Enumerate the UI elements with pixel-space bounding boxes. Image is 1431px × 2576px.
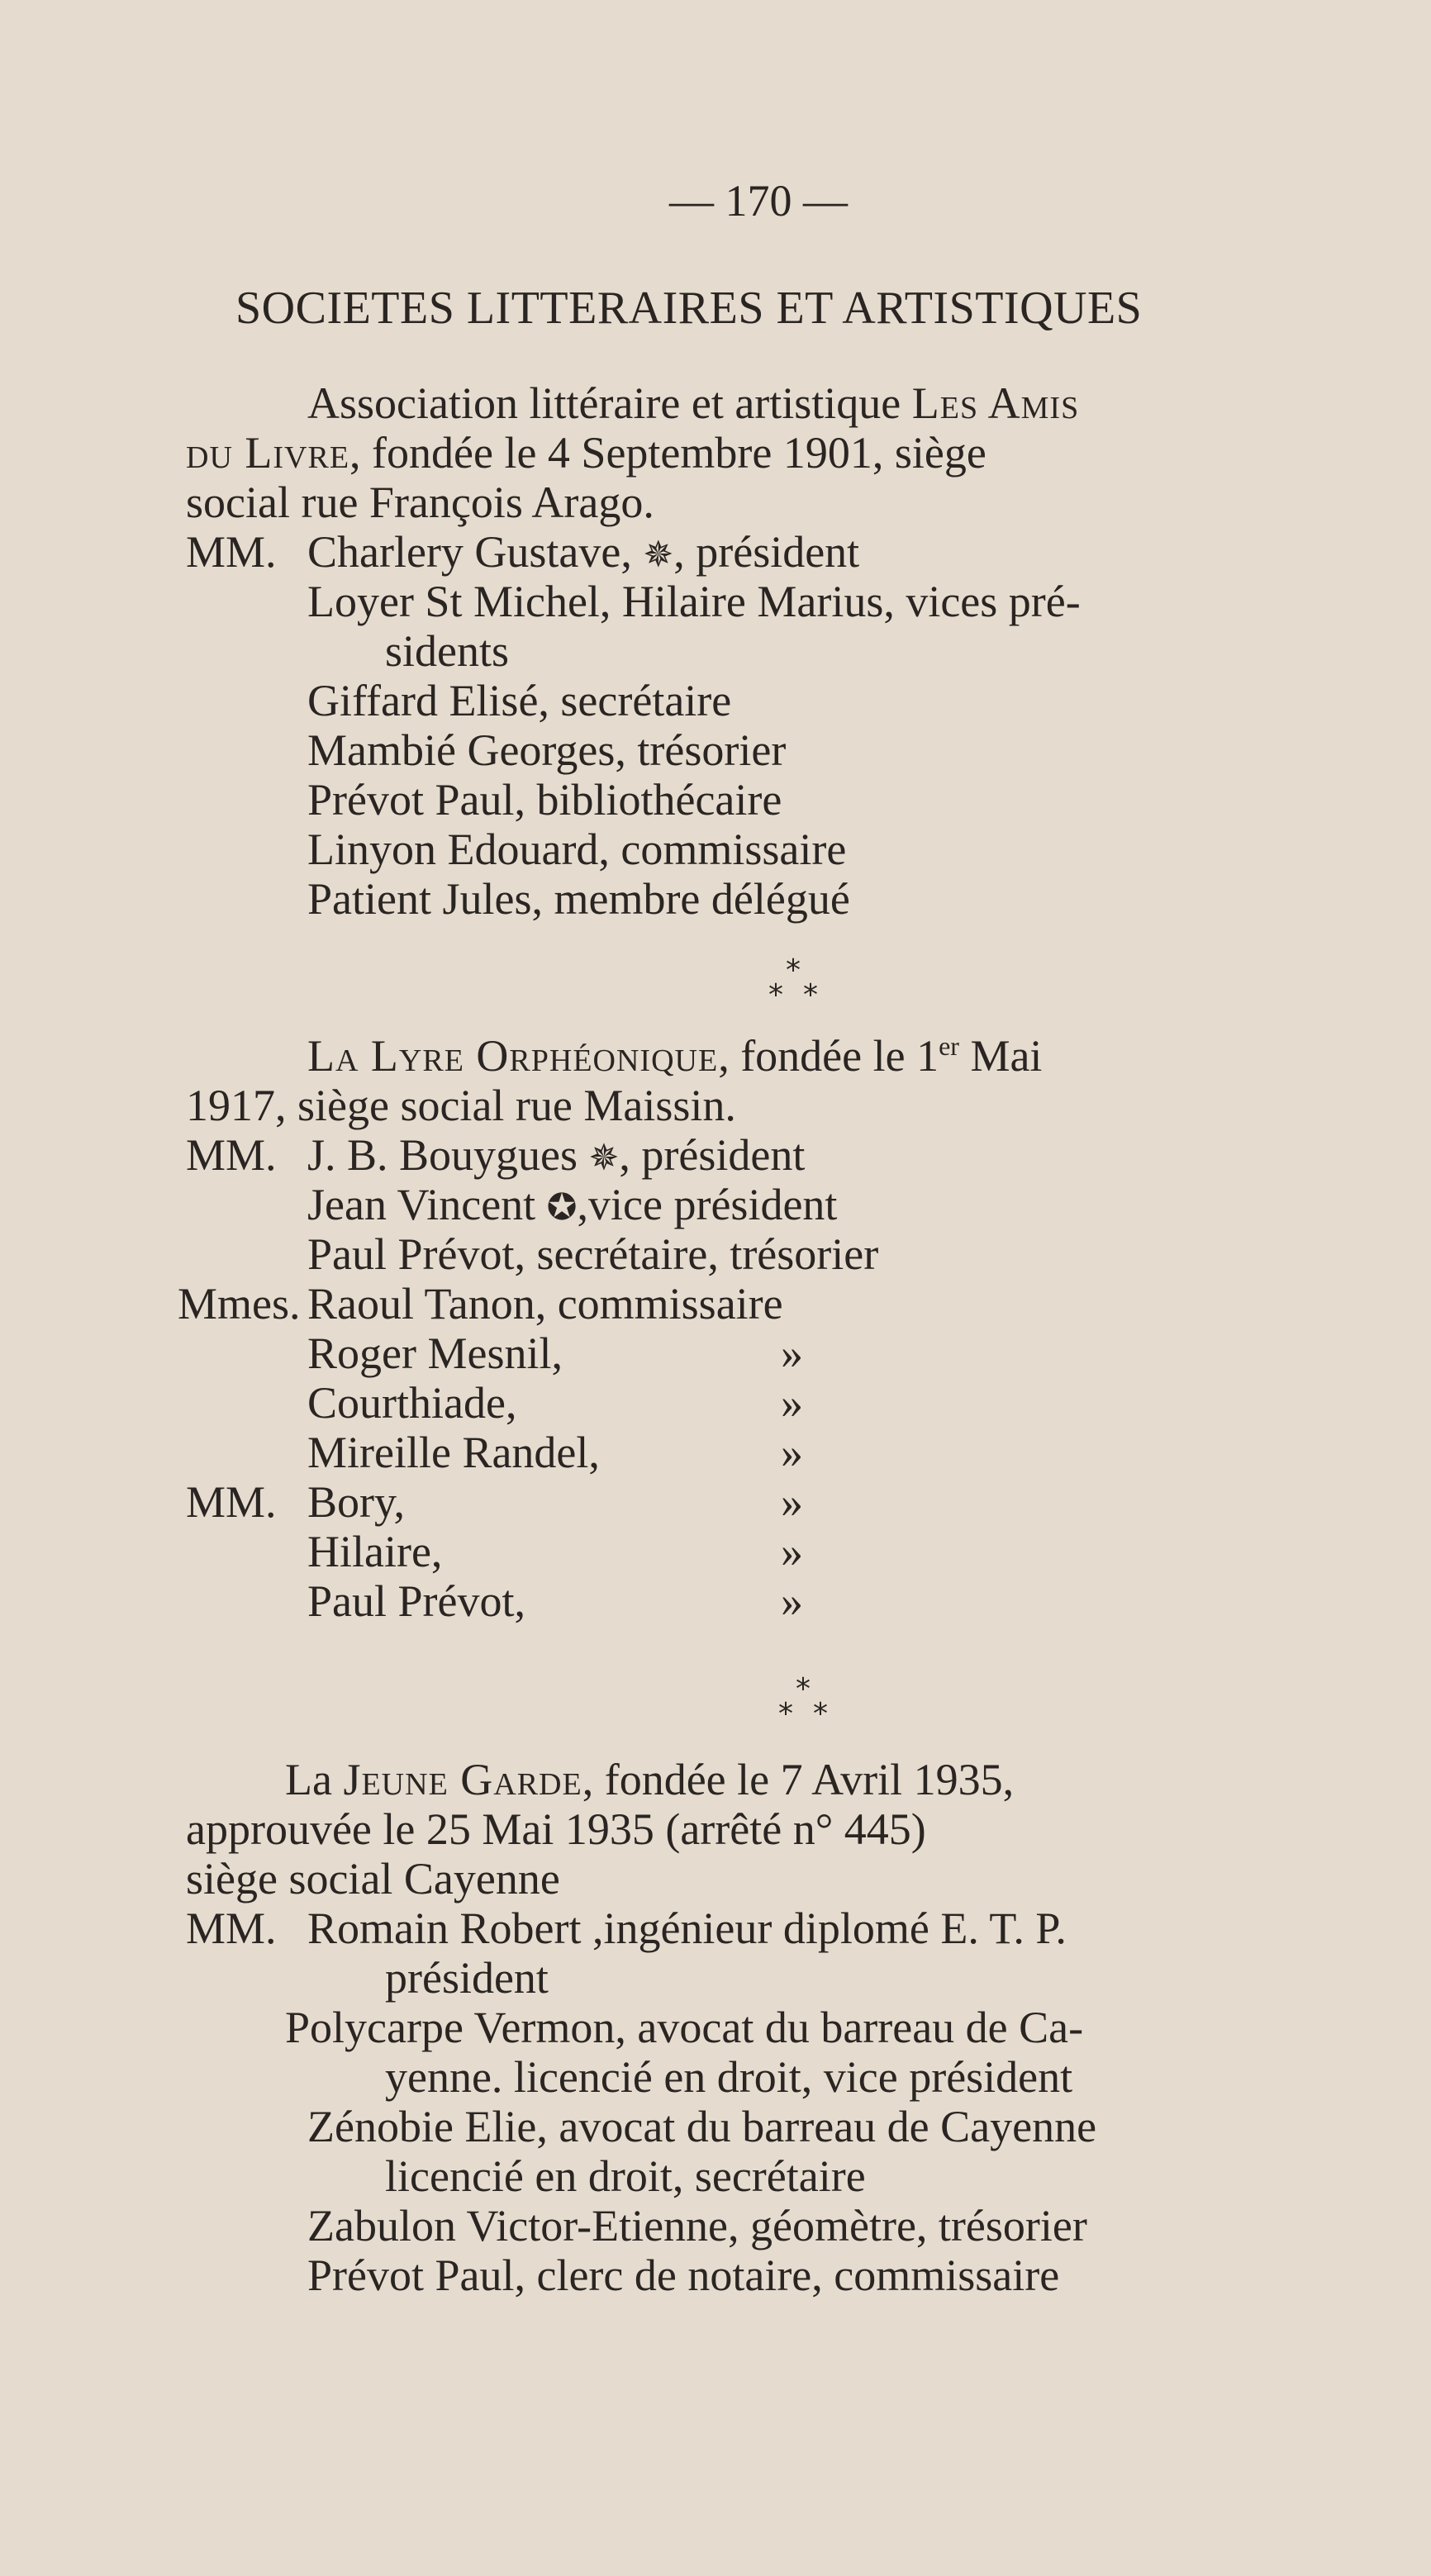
member-line: Jean Vincent ✪,vice président xyxy=(307,1180,838,1229)
member-line: Roger Mesnil, » xyxy=(307,1328,803,1378)
member-line: Giffard Elisé, secrétaire xyxy=(307,676,732,725)
member-line: Raoul Tanon, commissaire xyxy=(307,1279,783,1328)
section1-prefix-mm: MM. xyxy=(186,527,277,577)
member-line: Mambié Georges, trésorier xyxy=(307,725,787,775)
page-heading: SOCIETES LITTERAIRES ET ARTISTIQUES xyxy=(235,283,1143,334)
section2-prefix-mm: MM. xyxy=(186,1130,277,1180)
section1-intro-line3: social rue François Arago. xyxy=(186,478,654,527)
section2-intro-line1: La Lyre Orphéonique, fondée le 1er Mai xyxy=(307,1031,1043,1081)
member-line: Paul Prévot, secrétaire, trésorier xyxy=(307,1229,879,1279)
member-line: Hilaire, » xyxy=(307,1527,803,1576)
member-line: Zabulon Victor-Etienne, géomètre, trésorier xyxy=(307,2201,1087,2250)
section3-intro-line2: approuvée le 25 Mai 1935 (arrêté n° 445) xyxy=(186,1804,926,1854)
asterism-separator: * ** xyxy=(768,953,838,1012)
section3-prefix-mm: MM. xyxy=(186,1903,277,1953)
member-line-continued: président xyxy=(385,1953,549,2003)
member-line: Paul Prévot, » xyxy=(307,1576,803,1626)
decoration-star-icon: ✵ xyxy=(643,534,674,576)
member-line: Romain Robert ,ingénieur diplomé E. T. P. xyxy=(307,1903,1067,1953)
section2-intro-line2: 1917, siège social rue Maissin. xyxy=(186,1081,736,1130)
ditto-mark: » xyxy=(781,1428,803,1477)
ditto-mark: » xyxy=(781,1477,803,1527)
page-number: — 170 — xyxy=(669,176,848,226)
member-line: Loyer St Michel, Hilaire Marius, vices pré- xyxy=(307,577,1081,626)
member-line: Linyon Edouard, commissaire xyxy=(307,825,847,874)
ditto-mark: » xyxy=(781,1527,803,1576)
ditto-mark: » xyxy=(781,1576,803,1626)
decoration-star-icon: ✵ xyxy=(588,1137,620,1179)
section2-prefix-mm: MM. xyxy=(186,1477,277,1527)
section3-intro-line1: La Jeune Garde, fondée le 7 Avril 1935, xyxy=(285,1755,1015,1804)
section3-intro-line3: siège social Cayenne xyxy=(186,1854,560,1903)
member-line: Prévot Paul, bibliothécaire xyxy=(307,775,782,825)
decoration-medal-icon: ✪ xyxy=(546,1186,578,1229)
asterism-separator: * ** xyxy=(778,1672,848,1731)
member-line: J. B. Bouygues ✵, président xyxy=(307,1130,806,1180)
member-line: Zénobie Elie, avocat du barreau de Cayenne xyxy=(307,2102,1097,2151)
member-line: Mireille Randel, » xyxy=(307,1428,803,1477)
member-line: Charlery Gustave, ✵, président xyxy=(307,527,860,577)
member-line-continued: sidents xyxy=(385,626,510,676)
ditto-mark: » xyxy=(781,1328,803,1378)
member-line: Prévot Paul, clerc de notaire, commissaire xyxy=(307,2250,1060,2300)
member-line: Bory, » xyxy=(307,1477,803,1527)
section2-prefix-mmes: Mmes. xyxy=(178,1279,301,1328)
member-line-continued: licencié en droit, secrétaire xyxy=(385,2151,866,2201)
member-line-continued: yenne. licencié en droit, vice président xyxy=(385,2052,1073,2102)
section1-intro-line1: Association littéraire et artistique Les Amis xyxy=(307,378,1080,428)
member-line: Courthiade, » xyxy=(307,1378,803,1428)
ditto-mark: » xyxy=(781,1378,803,1428)
member-line: Patient Jules, membre délégué xyxy=(307,874,850,924)
section1-intro-line2: du Livre, fondée le 4 Septembre 1901, siège xyxy=(186,428,986,478)
member-line: Polycarpe Vermon, avocat du barreau de Ca- xyxy=(285,2003,1084,2052)
